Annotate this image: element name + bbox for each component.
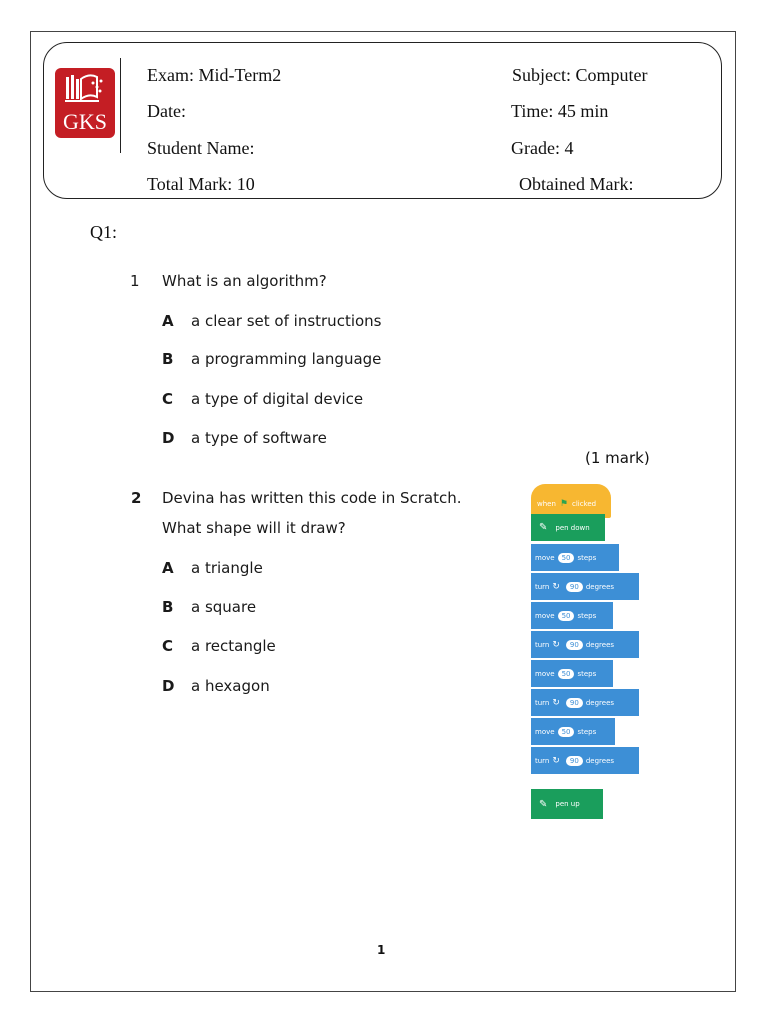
- pen-down-block: ✎ pen down: [531, 514, 605, 541]
- option-letter: A: [162, 559, 174, 577]
- marks-label: (1 mark): [585, 449, 650, 467]
- page-number: 1: [377, 943, 386, 957]
- header-divider: [120, 58, 121, 153]
- green-flag-icon: ⚑: [559, 499, 568, 509]
- option-text: a square: [191, 598, 257, 616]
- option-text: a hexagon: [191, 677, 270, 695]
- time-field: Time: 45 min: [511, 101, 609, 121]
- turn-block: turn ↻ 90 degrees: [531, 689, 639, 716]
- when-flag-clicked-block: when ⚑ clicked: [531, 484, 611, 518]
- question-number: 1: [130, 272, 140, 290]
- option-text: a triangle: [191, 559, 263, 577]
- turn-right-icon: ↻: [552, 755, 560, 766]
- total-mark: Total Mark: 10: [147, 174, 255, 194]
- subject: Subject: Computer: [512, 65, 648, 85]
- option-text: a clear set of instructions: [191, 312, 382, 330]
- turn-block: turn ↻ 90 degrees: [531, 631, 639, 658]
- option-letter: D: [162, 677, 175, 695]
- turn-right-icon: ↻: [552, 639, 560, 650]
- option-text: a rectangle: [191, 637, 276, 655]
- obtained-mark-field: Obtained Mark:: [519, 174, 634, 194]
- question-number: 2: [131, 489, 142, 507]
- turn-right-icon: ↻: [552, 697, 560, 708]
- option-letter: B: [162, 598, 174, 616]
- date-field: Date:: [147, 101, 186, 121]
- question-text: What shape will it draw?: [162, 519, 346, 537]
- grade-field: Grade: 4: [511, 138, 574, 158]
- pen-up-block: ✎ pen up: [531, 789, 603, 819]
- pencil-icon: ✎: [539, 798, 548, 810]
- logo-text: GKS: [62, 109, 107, 134]
- school-logo: [55, 68, 115, 138]
- turn-right-icon: ↻: [552, 581, 560, 592]
- section-label: Q1:: [90, 222, 117, 242]
- option-letter: D: [162, 429, 175, 447]
- move-block: move 50 steps: [531, 660, 613, 687]
- move-block: move 50 steps: [531, 602, 613, 629]
- turn-block: turn ↻ 90 degrees: [531, 573, 639, 600]
- move-block: move 50 steps: [531, 544, 619, 571]
- question-text: Devina has written this code in Scratch.: [162, 489, 462, 507]
- move-block: move 50 steps: [531, 718, 615, 745]
- question-text: What is an algorithm?: [162, 272, 327, 290]
- exam-name: Exam: Mid-Term2: [147, 65, 282, 85]
- option-text: a type of software: [191, 429, 327, 447]
- option-letter: C: [162, 390, 174, 408]
- option-letter: B: [162, 350, 174, 368]
- student-name-field: Student Name:: [147, 138, 255, 158]
- option-letter: C: [162, 637, 174, 655]
- option-letter: A: [162, 312, 174, 330]
- turn-block: turn ↻ 90 degrees: [531, 747, 639, 774]
- scratch-code-image: [531, 484, 671, 819]
- books-icon: [63, 73, 107, 105]
- option-text: a programming language: [191, 350, 382, 368]
- option-text: a type of digital device: [191, 390, 364, 408]
- pencil-icon: ✎: [539, 522, 548, 533]
